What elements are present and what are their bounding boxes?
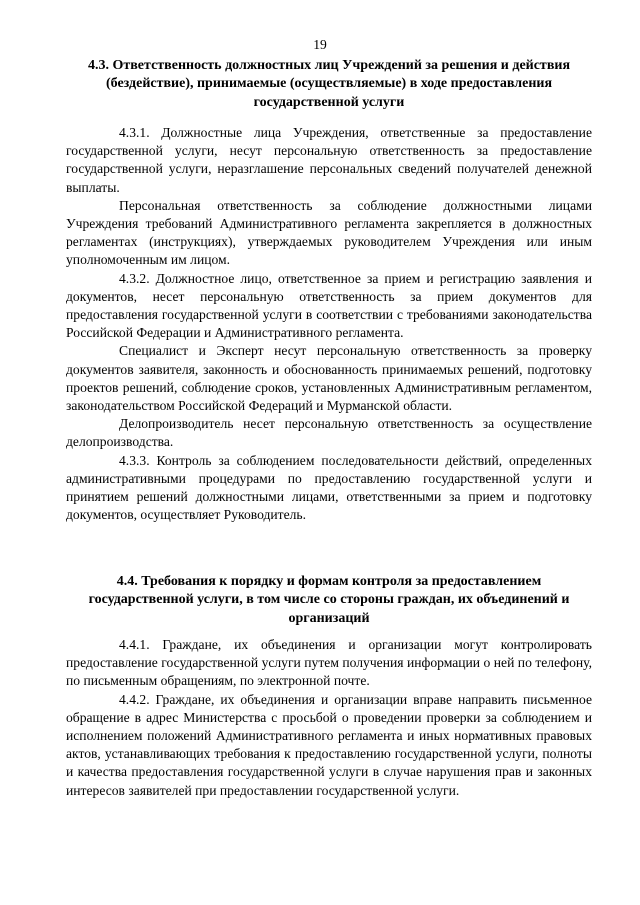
paragraph-4-3-1: 4.3.1. Должностные лица Учреждения, ответственные за предоставление государственной услуги, несут персональную ответственность за предоставление государственной услуги, неразглашение персональных сведений получателей денежной выплаты. bbox=[66, 125, 592, 195]
paragraph-4-4-1: 4.4.1. Граждане, их объединения и организации могут контролировать предоставление государственной услуги путем получения информации о ней по телефону, по письменным обращениям, по электронной почте. bbox=[66, 637, 592, 689]
paragraph-clerk: Делопроизводитель несет персональную ответственность за осуществление делопроизводства. bbox=[66, 416, 592, 450]
paragraph-specialist-expert: Специалист и Эксперт несут персональную ответственность за проверку документов заявителя, законность и обоснованность принимаемых решений, подготовку проектов решений, соблюдение сроков, установленных Административным регламентом, законодательством Российской Федераций и Мурманской области. bbox=[66, 343, 592, 414]
section-4-3-title: 4.3. Ответственность должностных лиц Учреждений за решения и действия (бездействие), принимаемые (осуществляемые) в ходе предоставления государственной услуги bbox=[87, 58, 571, 110]
paragraph-4-4-2: 4.4.2. Граждане, их объединения и организации вправе направить письменное обращение в адрес Министерства с просьбой о проведении проверки за соблюдением и исполнением положений Административного регламента и иных нормативных правовых актов, устанавливающих требования к предоставлению государственной услуги, полноты и качества предоставления государственной услуги в случае нарушения прав и законных интересов заявителей при предоставлении государственной услуги. bbox=[66, 691, 592, 798]
section-4-4-title: 4.4. Требования к порядку и формам контроля за предоставлением государственной услуги, в том числе со стороны граждан, их объединений и организаций bbox=[88, 574, 570, 626]
paragraph-4-3-3: 4.3.3. Контроль за соблюдением последовательности действий, определенных административными процедурами по предоставлению государственной услуги и принятием решений должностными лицами, ответственными за прием и подготовку документов, осуществляет Руководитель. bbox=[66, 452, 592, 523]
page-number: 19 bbox=[313, 37, 327, 52]
section-4-3-body bbox=[66, 124, 592, 524]
section-4-4-body bbox=[66, 636, 592, 800]
paragraph-4-3-2: 4.3.2. Должностное лицо, ответственное за прием и регистрацию заявления и документов, несет персональную ответственность за прием документов для предоставления государственной услуги в соответствии с требованиями законодательства Российской Федерации и Административного регламента. bbox=[66, 270, 592, 341]
paragraph-personal-responsibility: Персональная ответственность за соблюдение должностными лицами Учреждения требований Административного регламента закрепляется в должностных регламентах (инструкциях), утверждаемых руководителем Учреждения или иным уполномоченным им лицом. bbox=[66, 197, 592, 268]
